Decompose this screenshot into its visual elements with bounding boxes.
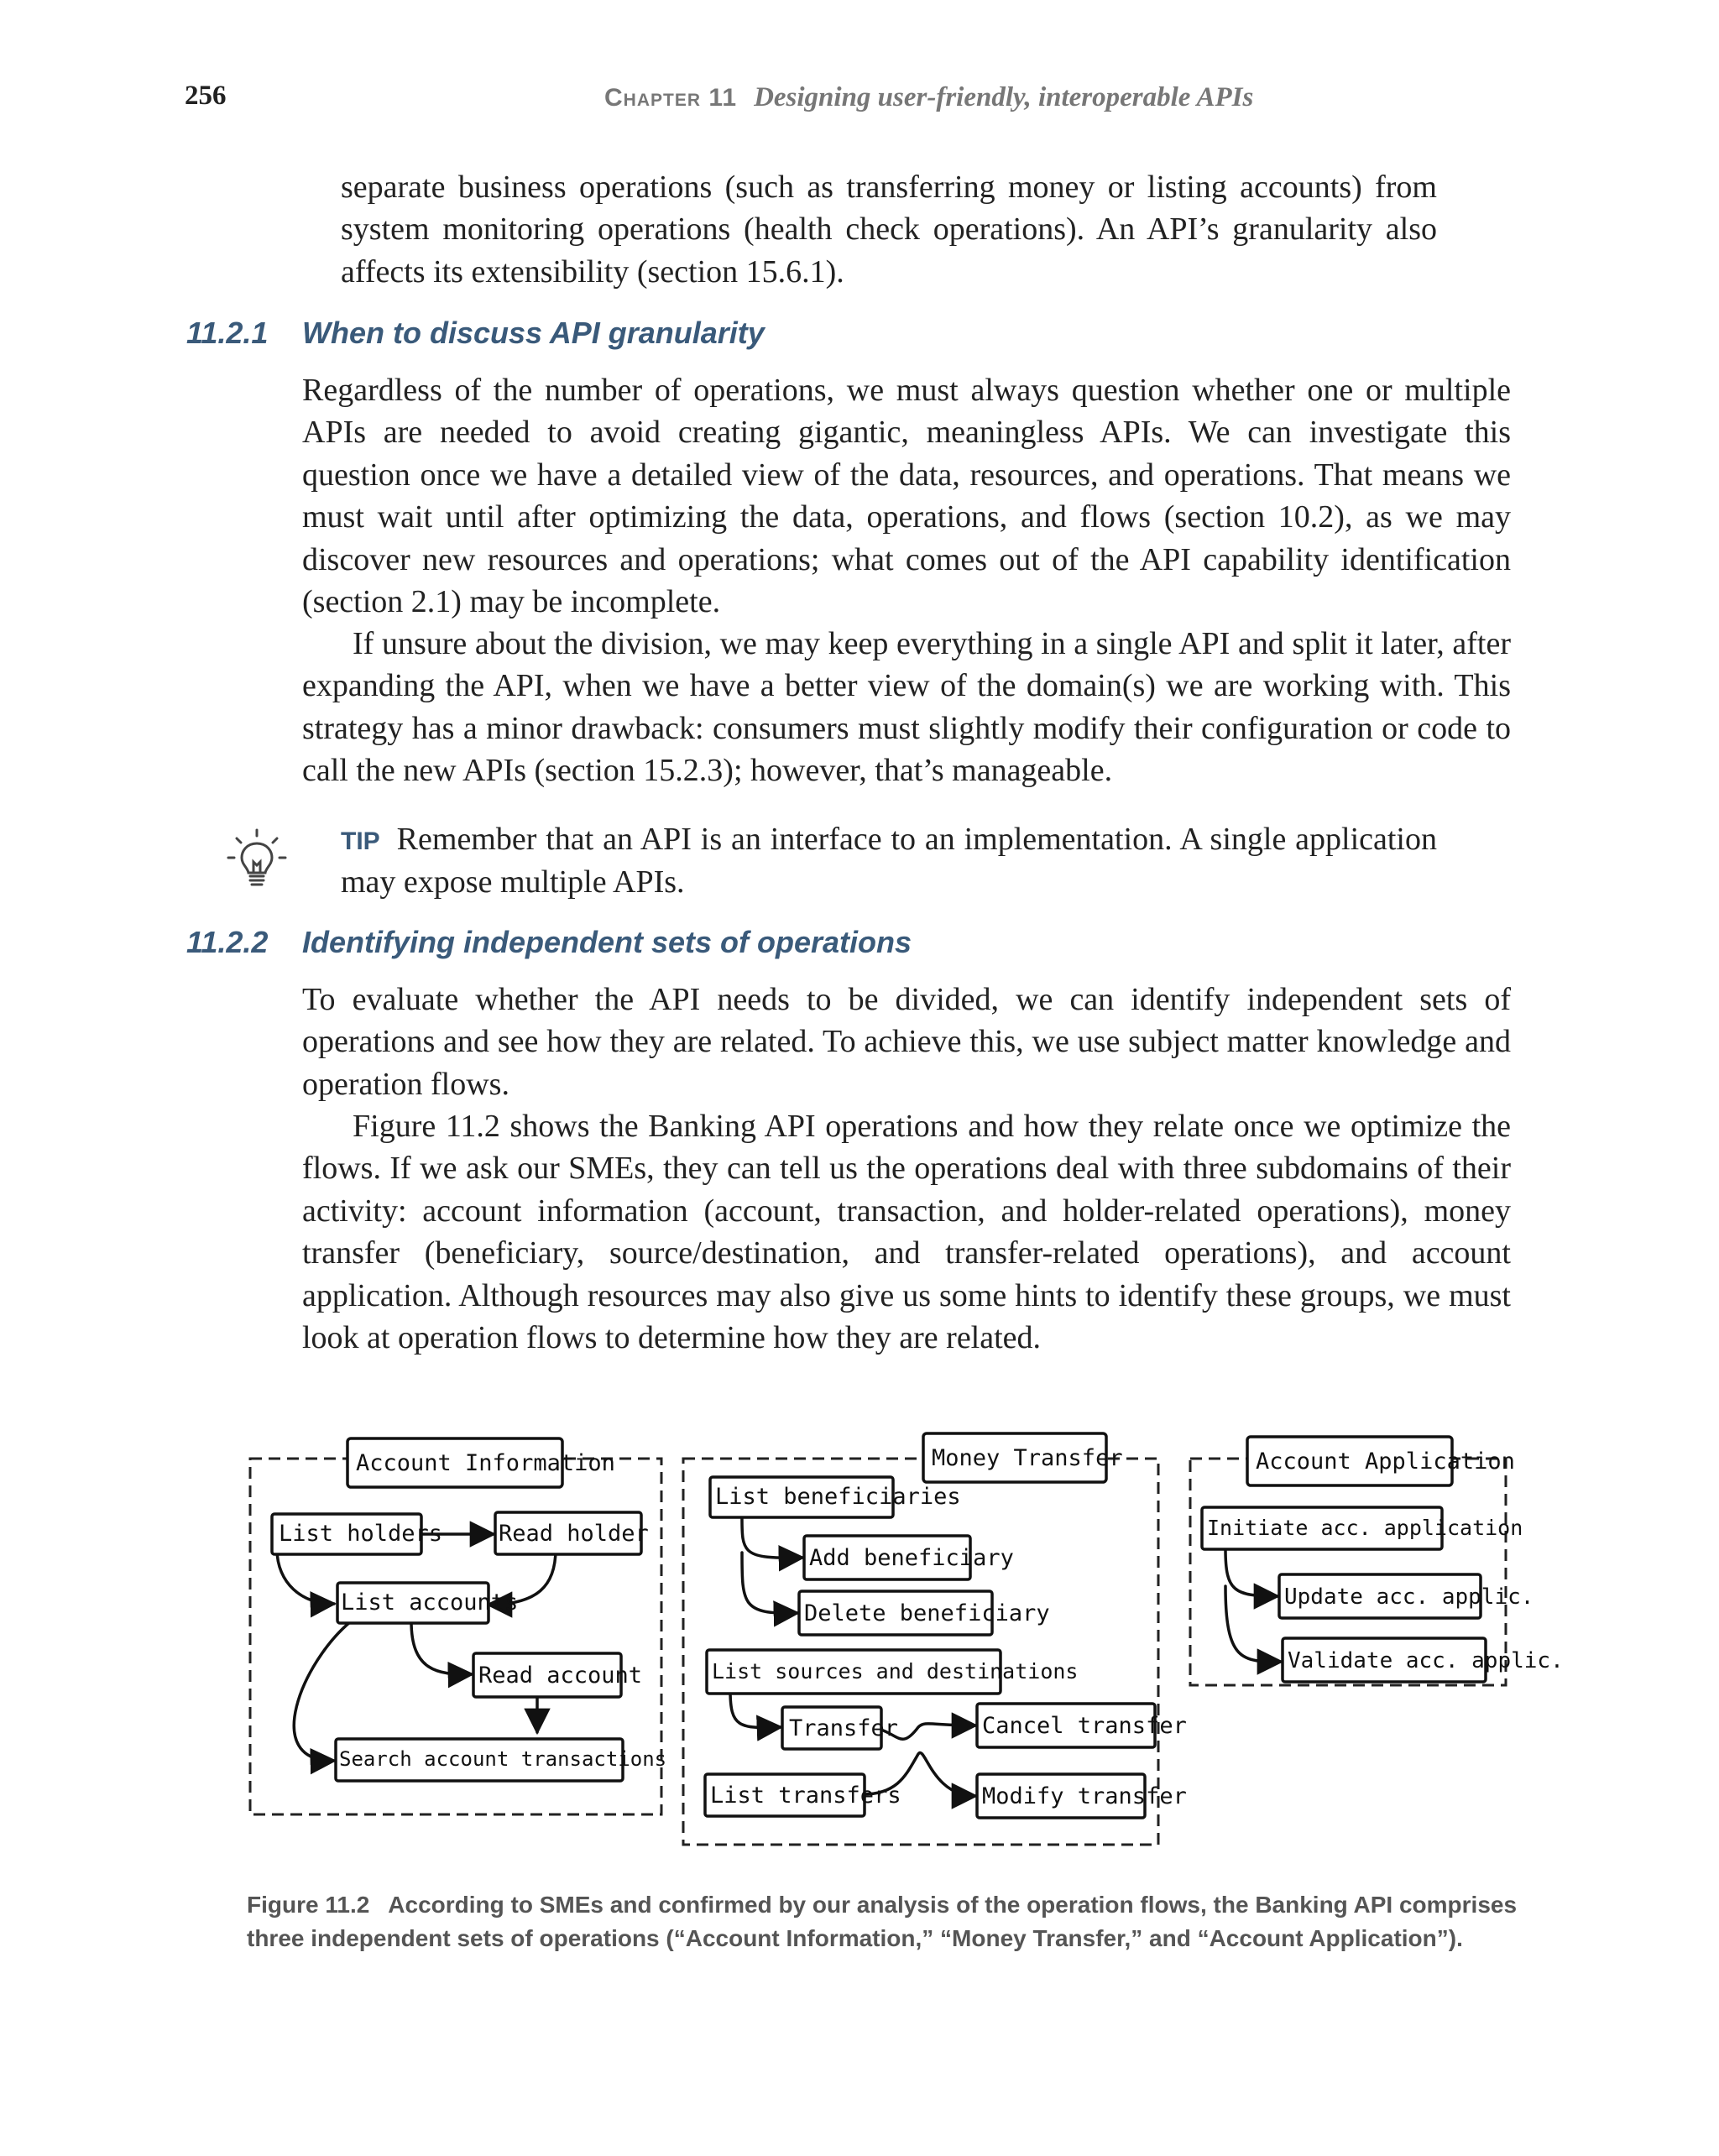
caption-text: According to SMEs and confirmed by our analysis of the operation flows, the Banking API comprises three independent sets of operations (“Account Information,” “Money Transfer,” and “Account Application”). <box>247 1892 1518 1951</box>
intro-paragraph: separate business operations (such as transferring money or listing accounts) from system monitoring operations (health check operations). An API’s granularity also affects its extensibility (section 15.6.1). <box>341 170 1437 290</box>
page-number: 256 <box>185 81 227 111</box>
tip-box <box>341 819 1437 902</box>
chapter-heading <box>604 82 1253 113</box>
figure-caption <box>247 1888 1523 1955</box>
figure-label: Figure 11.2 <box>247 1892 370 1918</box>
op-list-transfers: List transfers <box>710 1783 901 1809</box>
op-list-beneficiaries: List beneficiaries <box>715 1484 961 1510</box>
section-heading-11-2-1 <box>186 316 765 351</box>
tip-text: Remember that an API is an interface to an implementation. A single application may expose multiple APIs. <box>341 822 1437 900</box>
group-title-account-information: Account Information <box>356 1450 615 1476</box>
op-search-transactions: Search account transactions <box>339 1747 667 1771</box>
figure-11-2 <box>243 1418 1564 1863</box>
lightbulb-icon <box>225 827 289 890</box>
op-validate: Validate acc. applic. <box>1288 1648 1564 1673</box>
group-title-account-application: Account Application <box>1256 1449 1515 1475</box>
op-read-account: Read account <box>478 1663 643 1689</box>
running-header <box>185 81 1561 117</box>
body-paragraph: Figure 11.2 shows the Banking API operations and how they relate once we optimize the flows. If we ask our SMEs, they can tell us the operations deal with three subdomains of their activity: account information (account, transaction, and holder-related operations), money transfer (beneficiary, source/destination, and transfer-related operations), and account application. Although resources may also give us some hints to identify these groups, we must look at operation flows to determine how they are related. <box>302 1109 1511 1356</box>
body-paragraph: Regardless of the number of operations, we must always question whether one or multiple APIs are needed to avoid creating gigantic, meaningless APIs. We can investigate this question once we have a detailed view of the data, resources, and operations. That means we must wait until after optimizing the data, operations, and flows (section 10.2), as we may discover new resources and operations; what comes out of the API capability identification (section 2.1) may be incomplete. <box>302 373 1511 620</box>
section-heading-11-2-2 <box>186 925 912 960</box>
op-transfer: Transfer <box>789 1715 899 1741</box>
section-title: Identifying independent sets of operations <box>302 925 912 959</box>
section-title: When to discuss API granularity <box>302 316 765 350</box>
op-read-holder: Read holder <box>499 1521 649 1547</box>
op-update: Update acc. applic. <box>1284 1584 1534 1610</box>
op-add-beneficiary: Add beneficiary <box>809 1545 1014 1571</box>
op-list-holders: List holders <box>279 1521 443 1547</box>
op-cancel-transfer: Cancel transfer <box>982 1713 1187 1739</box>
op-delete-beneficiary: Delete beneficiary <box>804 1600 1050 1626</box>
op-list-sources: List sources and destinations <box>712 1659 1079 1684</box>
section-number: 11.2.1 <box>186 316 269 350</box>
body-paragraph: If unsure about the division, we may keep everything in a single API and split it later, after expanding the API, when we have a better view of the domain(s) we are working with. This strategy has a minor drawback: consumers must slightly modify their configuration or code to call the new APIs (section 15.2.3); however, that’s manageable. <box>302 626 1511 789</box>
body-paragraph: To evaluate whether the API needs to be divided, we can identify independent sets of operations and see how they are related. To achieve this, we use subject matter knowledge and operation flows. <box>302 982 1511 1102</box>
op-list-accounts: List accounts <box>341 1590 519 1616</box>
op-modify-transfer: Modify transfer <box>982 1783 1187 1809</box>
chapter-title: Designing user-friendly, interoperable APIs <box>754 82 1254 112</box>
operation-groups-diagram <box>243 1418 1564 1863</box>
group-title-money-transfer: Money Transfer <box>932 1445 1123 1471</box>
op-initiate: Initiate acc. application <box>1207 1516 1523 1540</box>
tip-label: TIP <box>341 827 380 855</box>
chapter-label: Chapter 11 <box>604 84 738 112</box>
section-number: 11.2.2 <box>186 925 269 959</box>
